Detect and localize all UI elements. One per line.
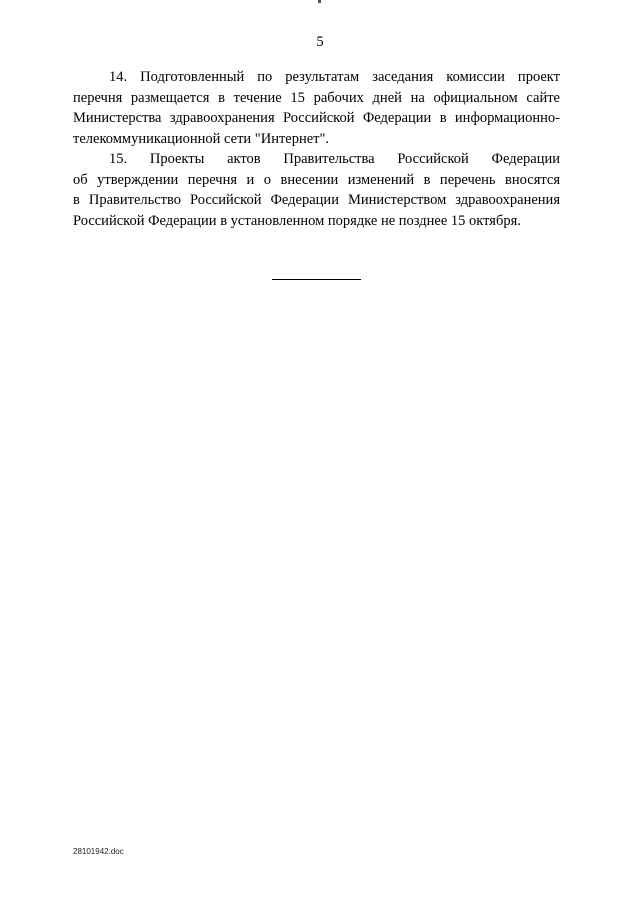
text-line: об утверждении перечня и о внесении изменений в перечень вносятся	[73, 171, 560, 188]
text-line: 15. Проекты актов Правительства Российской Федерации	[109, 151, 560, 167]
end-divider-line	[272, 279, 361, 280]
page-top-mark	[318, 0, 321, 3]
text-line: телекоммуникационной сети "Интернет".	[73, 130, 330, 147]
page-number: 5	[316, 34, 324, 50]
text-line: Министерства здравоохранения Российской Федерации в информационно-	[73, 110, 560, 126]
document-body	[73, 67, 560, 231]
paragraph-14	[73, 67, 560, 149]
text-line: в Правительство Российской Федерации Министерством здравоохранения	[73, 192, 560, 208]
text-line: 14. Подготовленный по результатам заседания комиссии проект	[109, 69, 560, 85]
text-line: Российской Федерации в установленном порядке не позднее 15 октября.	[73, 212, 521, 229]
paragraph-15	[73, 149, 560, 231]
text-line: перечня размещается в течение 15 рабочих дней на официальном сайте	[73, 89, 560, 106]
footer-filename: 28101942.doc	[73, 847, 124, 856]
